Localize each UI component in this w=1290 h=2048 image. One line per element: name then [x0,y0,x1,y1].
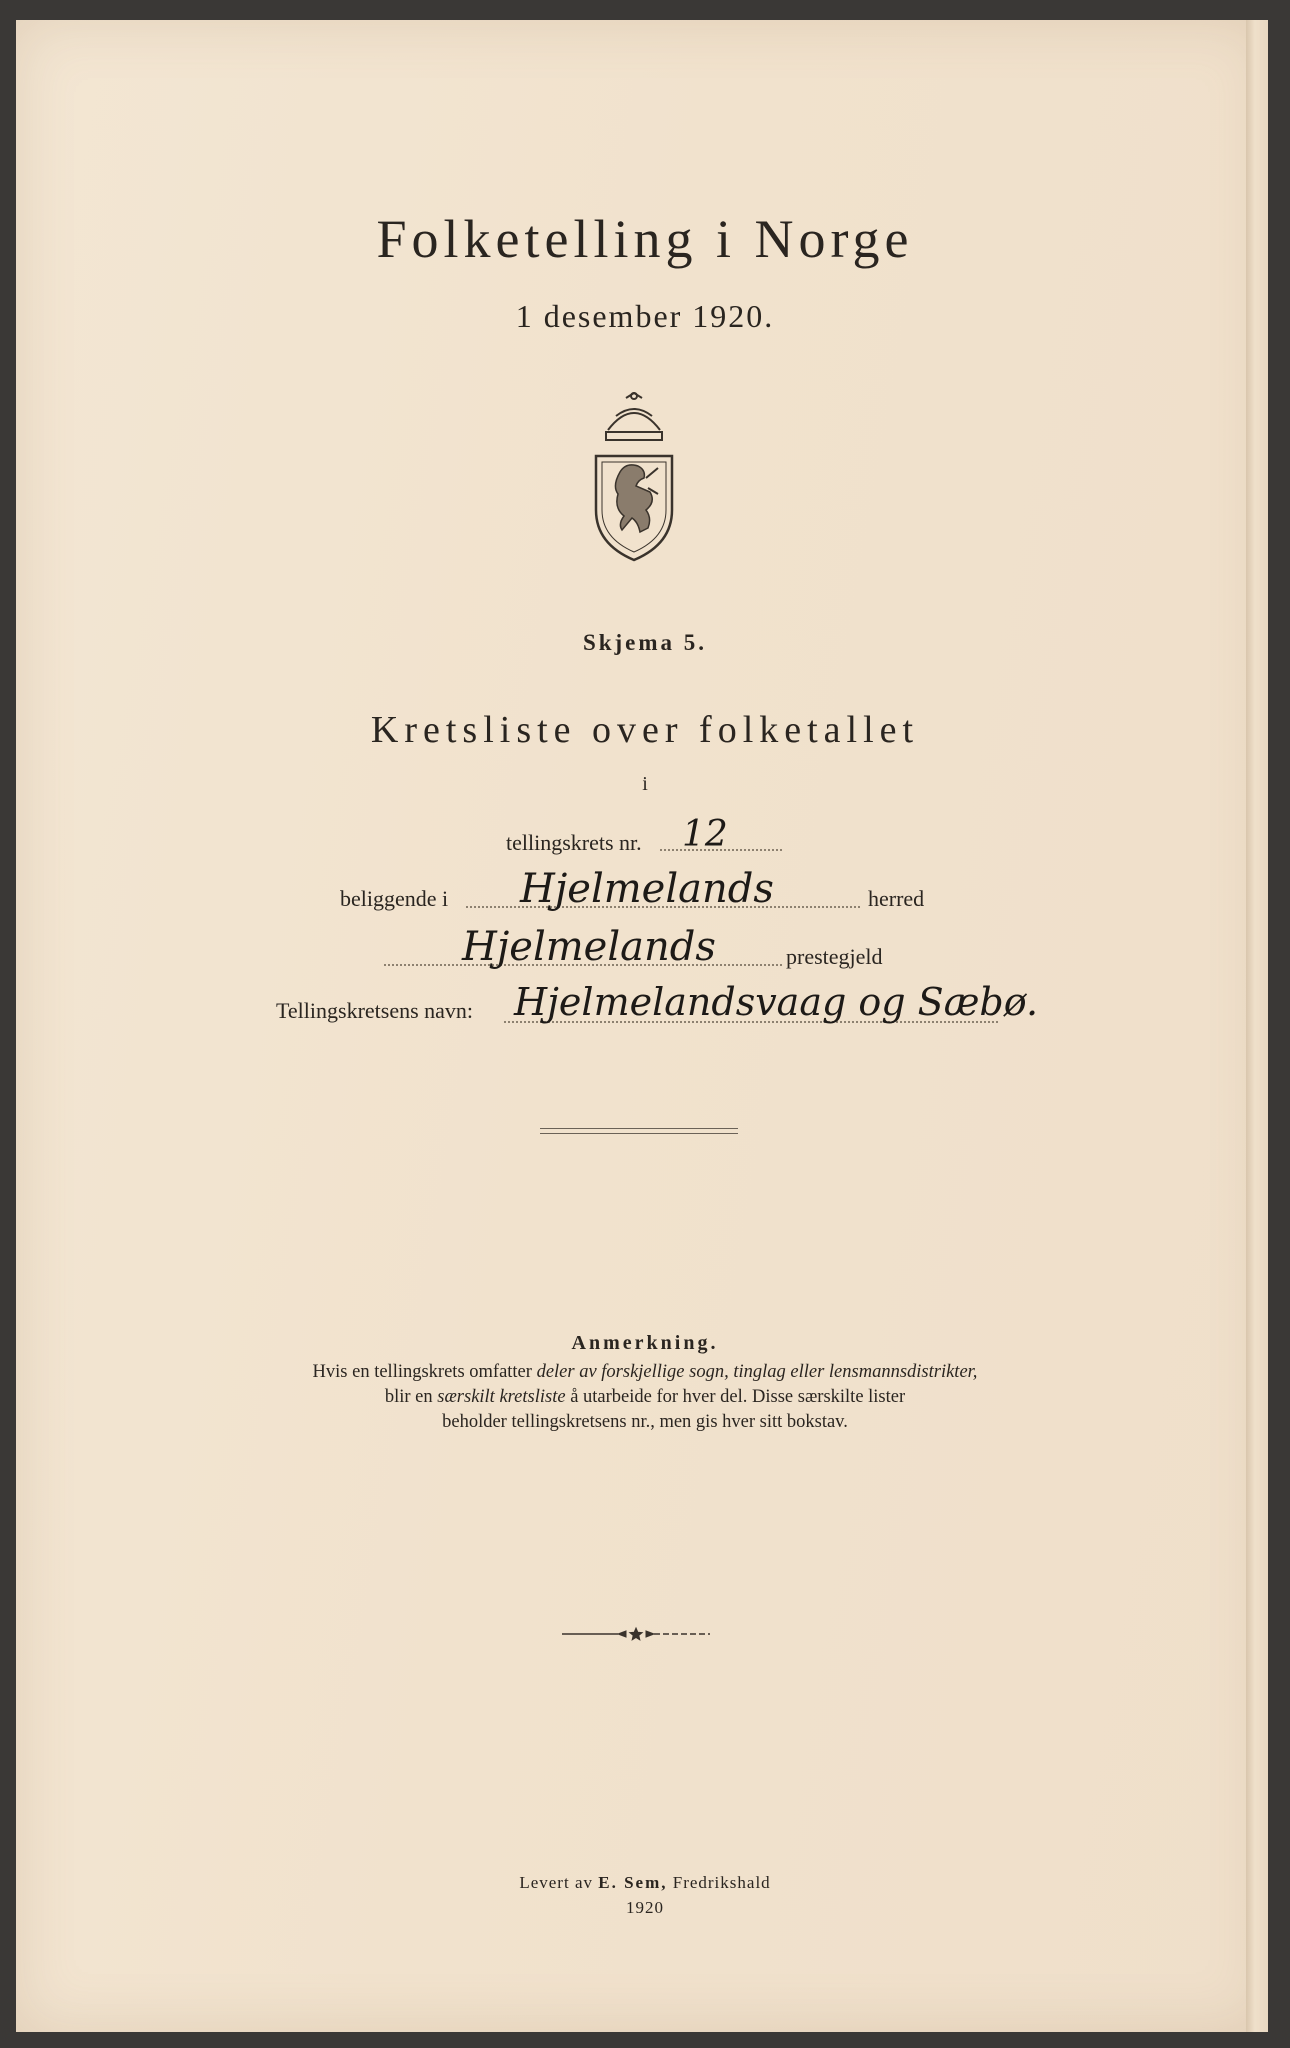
form-heading: Kretsliste over folketallet [370,709,920,751]
anmerkning-line-1 [0,1360,1290,1384]
prestegjeld-label: prestegjeld [786,944,883,969]
anmerkning-text: Hvis en tellingskrets omfatter [312,1362,537,1382]
printer-name: E. Sem, [598,1873,668,1892]
anmerkning-line-2 [0,1385,1290,1409]
printer-credit-text: Levert av [519,1873,599,1892]
printer-location: Fredrikshald [667,1873,771,1892]
anmerkning-title: Anmerkning. [571,1332,719,1354]
printer-credit [0,1873,1290,1893]
navn-value: Hjelmelandsvaag og Sæbø. [514,980,1039,1024]
document-title: Folketelling i Norge [376,209,914,269]
schema-number: Skjema 5. [582,630,708,655]
krets-number: 12 [682,814,728,855]
anmerkning-italic: særskilt kretsliste [437,1387,566,1407]
anmerkning-text: blir en [384,1387,438,1407]
divider-rule [540,1128,738,1134]
connector-text: i [642,773,648,795]
star-divider-icon [560,1626,712,1642]
print-year: 1920 [626,1898,664,1917]
anmerkning-italic: deler av forskjellige sogn, tinglag eller lensmannsdistrikter, [536,1362,978,1382]
krets-label: tellingskrets nr. [506,830,642,855]
census-date: 1 desember 1920. [515,298,775,334]
anmerkning-text: å utarbeide for hver del. Disse særskilte lister [565,1387,906,1407]
herred-label: herred [868,886,925,911]
prestegjeld-value: Hjelmelands [462,924,716,970]
coat-of-arms-icon [586,392,682,564]
herred-value: Hjelmelands [520,866,774,912]
navn-label: Tellingskretsens navn: [276,998,474,1023]
anmerkning-line-3: beholder tellingskretsens nr., men gis hver sitt bokstav. [442,1412,848,1432]
beliggende-label: beliggende i [340,886,449,911]
